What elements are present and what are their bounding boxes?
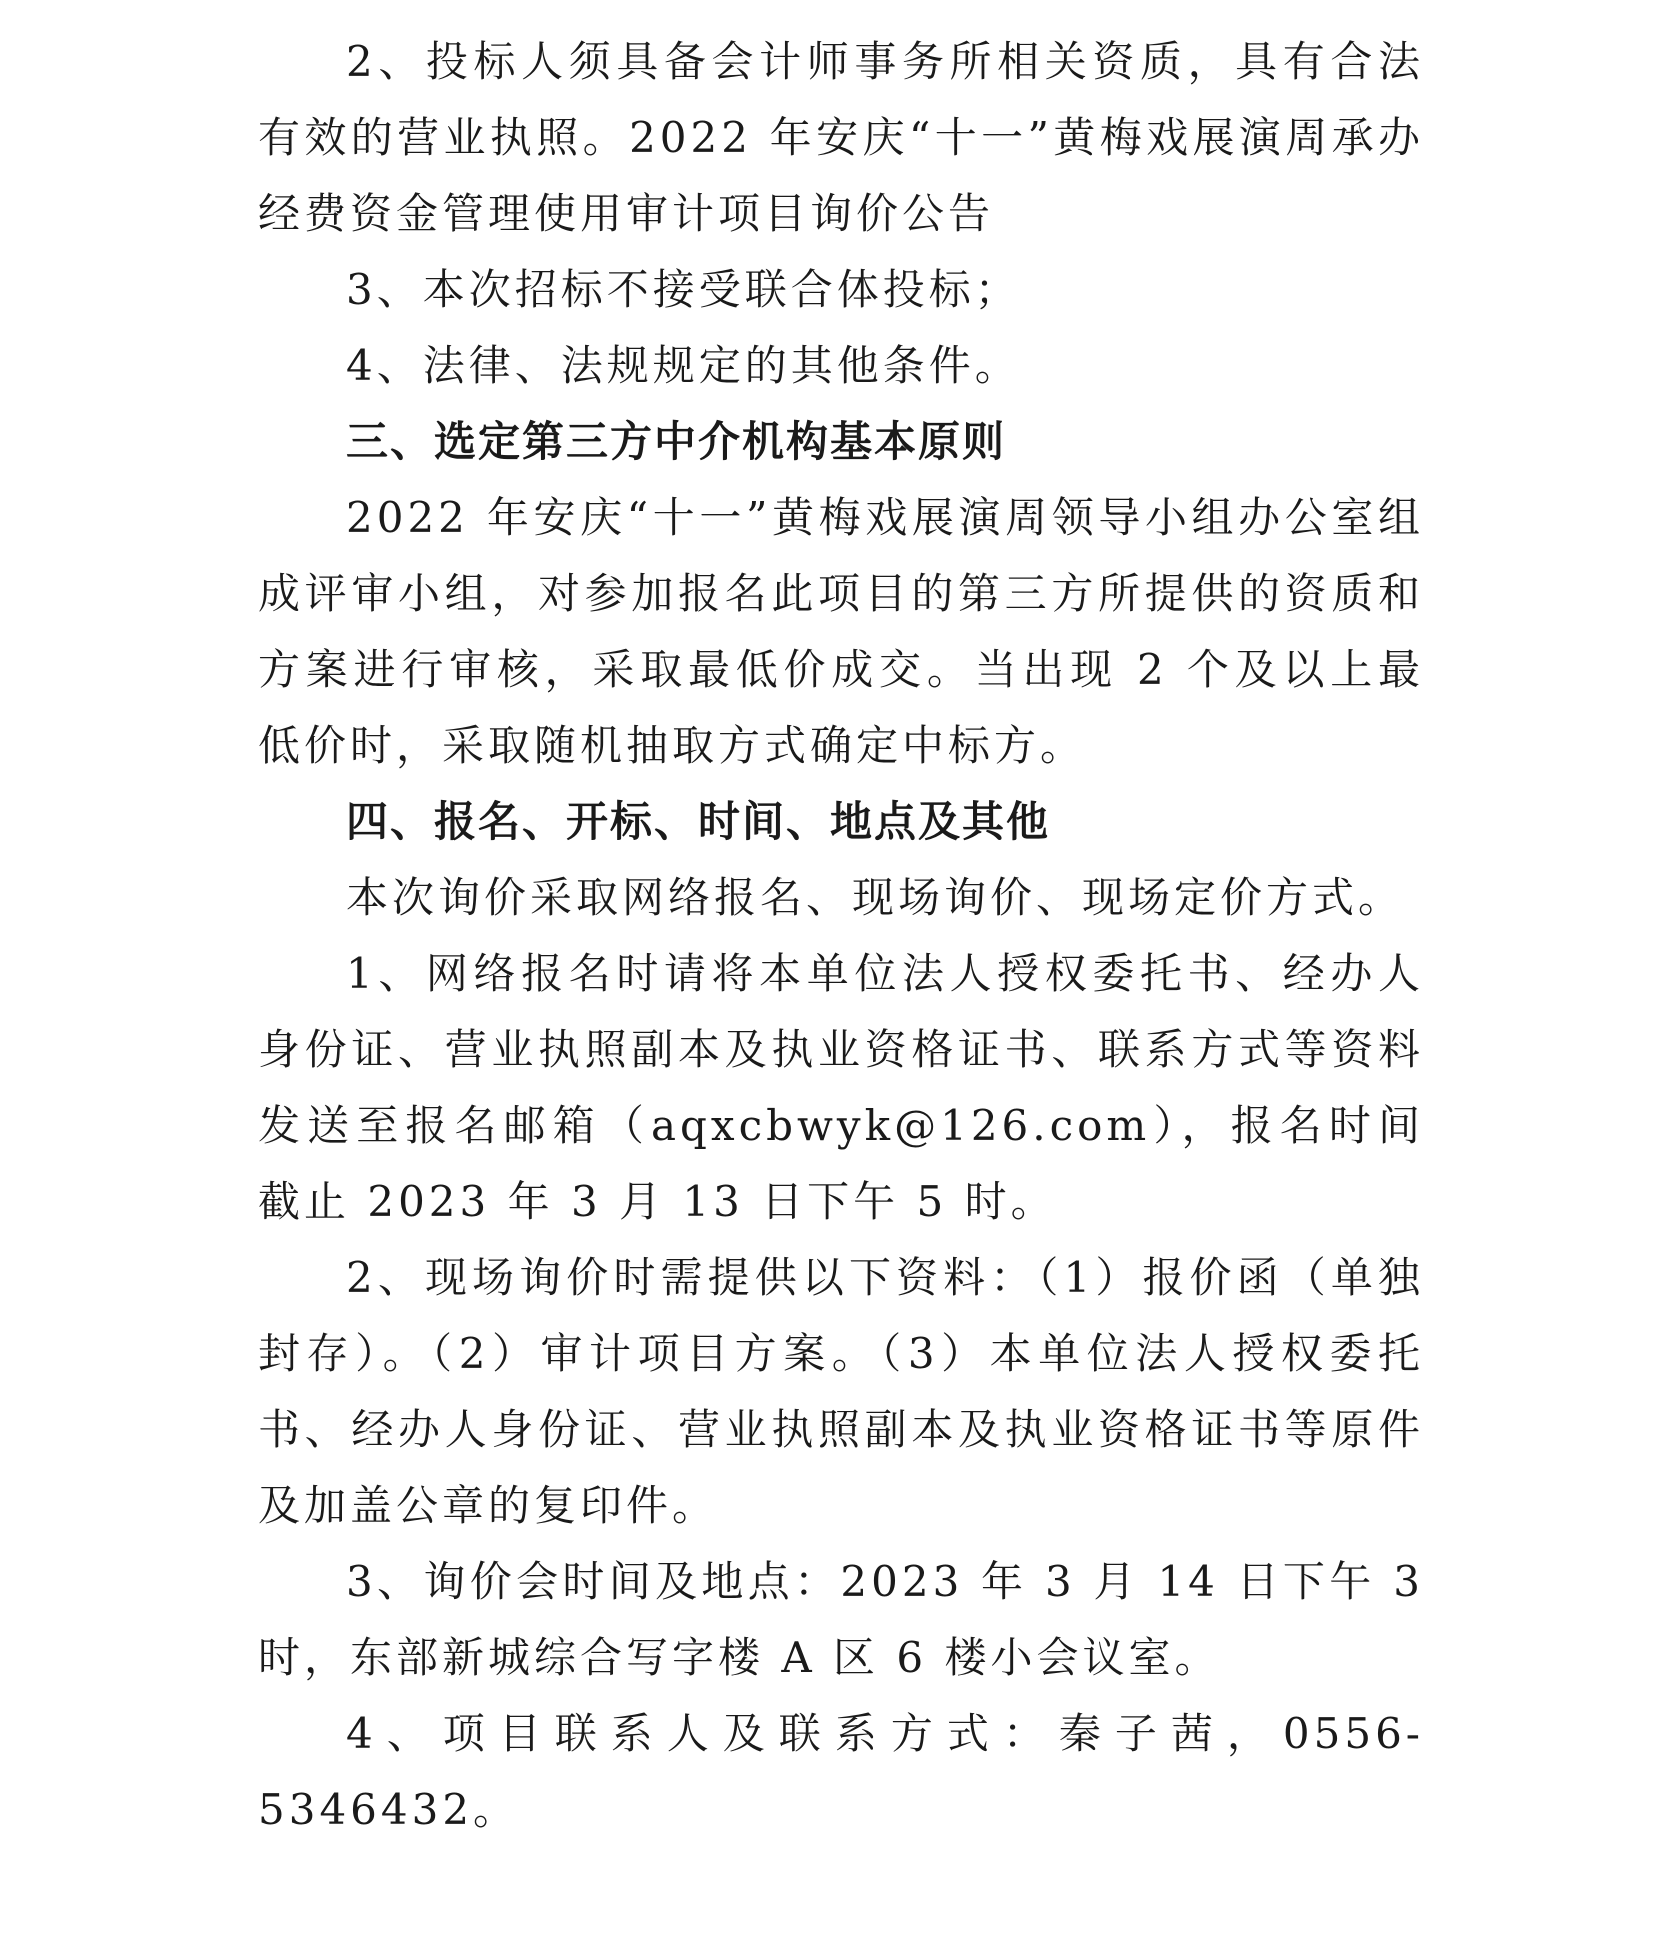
other-conditions-paragraph: 4、法律、法规规定的其他条件。 [346,341,1021,390]
no-consortium-paragraph: 3、本次招标不接受联合体投标； [346,265,1021,314]
document-body [258,24,1424,1848]
meeting-time-location-paragraph: 3、询价会时间及地点：2023 年 3 月 14 日下午 3 时，东部新城综合写字楼 A 区 6 楼小会议室。 [258,1557,1424,1682]
principles-paragraph: 2022 年安庆“十一”黄梅戏展演周领导小组办公室组成评审小组，对参加报名此项目的第三方所提供的资质和方案进行审核，采取最低价成交。当出现 2 个及以上最低价时，采取随机抽取方式确定中标方。 [258,493,1424,770]
inquiry-method-paragraph: 本次询价采取网络报名、现场询价、现场定价方式。 [346,873,1405,922]
onsite-materials-paragraph: 2、现场询价时需提供以下资料：（1）报价函（单独封存）。（2）审计项目方案。（3）本单位法人授权委托书、经办人身份证、营业执照副本及执业资格证书等原件及加盖公章的复印件。 [258,1253,1424,1530]
section-heading-principles: 三、选定第三方中介机构基本原则 [346,417,1007,466]
bidder-qualification-paragraph: 2、投标人须具备会计师事务所相关资质，具有合法有效的营业执照。2022 年安庆“十一”黄梅戏展演周承办经费资金管理使用审计项目询价公告 [258,37,1424,238]
online-registration-paragraph: 1、网络报名时请将本单位法人授权委托书、经办人身份证、营业执照副本及执业资格证书、联系方式等资料发送至报名邮箱（aqxcbwyk@126.com），报名时间截止 2023 年 3 月 13 日下午 5 时。 [258,949,1424,1226]
section-heading-registration: 四、报名、开标、时间、地点及其他 [346,797,1051,846]
contact-paragraph: 4、项目联系人及联系方式：秦子茜，0556-5346432。 [258,1709,1424,1834]
